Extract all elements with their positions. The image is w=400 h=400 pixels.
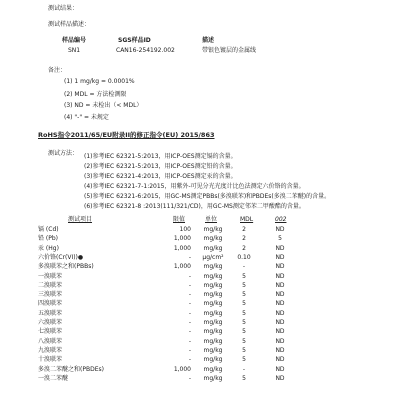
- test-method-item: (2)参考IEC 62321-5:2013，用ICP-OES测定铅的含量。: [84, 163, 237, 170]
- limit-cell: -: [188, 300, 191, 308]
- results-row: [0, 376, 400, 385]
- limit-header: 限值: [173, 216, 186, 223]
- limit-cell: -: [188, 356, 191, 364]
- limit-cell: -: [188, 337, 191, 345]
- sgs-sample-id-value: CAN16-254192.002: [116, 47, 175, 54]
- limit-cell: -: [188, 253, 191, 261]
- test-item-cell: 五溴联苯: [38, 309, 63, 317]
- limit-cell: 100: [179, 226, 191, 233]
- result-002-cell: ND: [275, 281, 285, 289]
- remarks-label: 备注：: [48, 67, 67, 74]
- unit-header: 单位: [205, 216, 218, 223]
- result-002-cell: 5: [278, 235, 282, 243]
- unit-cell: mg/kg: [203, 374, 223, 382]
- test-item-cell: 八溴联苯: [38, 337, 63, 345]
- limit-cell: -: [188, 291, 191, 299]
- result-002-cell: ND: [275, 272, 285, 280]
- unit-cell: mg/kg: [203, 356, 223, 364]
- limit-cell: -: [188, 319, 191, 326]
- result-002-cell: ND: [275, 346, 285, 354]
- mdl-cell: 5: [242, 300, 246, 308]
- test-item-cell: 十溴联苯: [38, 356, 63, 364]
- limit-cell: -: [188, 328, 191, 336]
- limit-cell: -: [188, 281, 191, 289]
- remark-item: (3) ND = 未检出（< MDL）: [64, 102, 143, 109]
- mdl-cell: -: [242, 263, 246, 271]
- result-002-cell: ND: [275, 337, 285, 345]
- mdl-cell: 2: [242, 235, 246, 243]
- result-002-cell: ND: [275, 328, 285, 336]
- results-row: [0, 264, 400, 273]
- mdl-cell: 5: [242, 309, 246, 317]
- test-item-cell: 一溴二苯醚: [38, 374, 69, 382]
- test-item-cell: 二溴联苯: [38, 281, 63, 289]
- mdl-cell: 5: [242, 356, 246, 364]
- mdl-header: MDL: [240, 216, 254, 223]
- unit-cell: mg/kg: [203, 328, 223, 336]
- sgs-sample-id-header: SGS样品ID: [118, 37, 151, 44]
- mdl-cell: 5: [242, 281, 246, 289]
- unit-cell: mg/kg: [203, 244, 223, 252]
- result-002-cell: ND: [275, 365, 285, 373]
- remark-item: (2) MDL = 方法检测限: [64, 91, 127, 98]
- result-002-cell: ND: [275, 374, 285, 382]
- mdl-cell: 5: [242, 291, 246, 299]
- limit-cell: 1,000: [173, 244, 191, 252]
- unit-cell: mg/kg: [203, 272, 223, 280]
- unit-cell: mg/kg: [203, 309, 223, 317]
- sample-id-value: SN1: [68, 47, 81, 54]
- result-002-cell: ND: [275, 253, 285, 261]
- limit-cell: -: [188, 309, 191, 317]
- results-row: [0, 357, 400, 366]
- mdl-cell: 5: [242, 328, 246, 336]
- rohs-directive-title: RoHS指令2011/65/EU附录II的修正指令(EU) 2015/863: [38, 131, 215, 139]
- description-value: 带银色镀层的金属线: [202, 47, 257, 54]
- unit-cell: mg/kg: [203, 291, 223, 299]
- mdl-cell: 5: [242, 272, 246, 280]
- unit-cell: μg/cm²: [202, 253, 224, 261]
- test-item-cell: 铅 (Pb): [38, 235, 59, 243]
- mdl-cell: 5: [242, 337, 246, 345]
- test-item-cell: 四溴联苯: [38, 300, 63, 308]
- result-002-cell: ND: [275, 291, 285, 299]
- remark-item: (4) "-" = 未规定: [64, 114, 109, 121]
- mdl-cell: 5: [242, 374, 246, 382]
- unit-cell: mg/kg: [203, 235, 223, 243]
- limit-cell: 1,000: [173, 365, 191, 373]
- sample-002-header: 002: [275, 216, 287, 223]
- unit-cell: mg/kg: [203, 281, 223, 289]
- results-header-row: [0, 217, 400, 226]
- result-002-cell: ND: [275, 226, 285, 233]
- result-002-cell: ND: [275, 300, 285, 308]
- mdl-cell: 2: [242, 244, 246, 252]
- unit-cell: mg/kg: [203, 300, 223, 308]
- limit-cell: -: [188, 346, 191, 354]
- test-item-cell: 九溴联苯: [38, 346, 63, 354]
- test-item-cell: 七溴联苯: [38, 328, 63, 336]
- test-method-label: 测试方法：: [48, 150, 79, 157]
- test-method-item: (5)参考IEC 62321-6:2015，用GC-MS测定PBBs(多溴联苯)和PBDEs(多溴二苯醚)的含量。: [84, 193, 331, 200]
- remark-item: (1) 1 mg/kg = 0.0001%: [64, 78, 135, 85]
- limit-cell: 1,000: [173, 263, 191, 271]
- unit-cell: mg/kg: [203, 365, 223, 373]
- results-row: [0, 236, 400, 245]
- unit-cell: mg/kg: [203, 337, 223, 345]
- limit-cell: -: [188, 374, 191, 382]
- test-method-item: (1)参考IEC 62321-5:2013，用ICP-OES测定镉的含量。: [84, 153, 237, 160]
- mdl-cell: -: [242, 365, 246, 373]
- test-method-item: (3)参考IEC 62321-4:2013，用ICP-OES测定汞的含量。: [84, 173, 237, 180]
- results-row: [0, 227, 400, 236]
- limit-cell: -: [188, 272, 191, 280]
- result-002-cell: ND: [275, 319, 285, 326]
- sample-description-heading: 测试样品描述：: [48, 21, 91, 28]
- test-item-cell: 六价铬(Cr(VI))●: [38, 253, 84, 261]
- test-item-cell: 镉 (Cd): [38, 226, 59, 233]
- test-item-cell: 多溴二苯醚之和(PBDEs): [38, 365, 104, 373]
- test-method-item: (6)参考IEC 62321-8 :2013(111/321/CD)，用GC-MS测定邻苯二甲酸酯的含量。: [84, 203, 305, 210]
- test-item-cell: 六溴联苯: [38, 319, 63, 326]
- unit-cell: mg/kg: [203, 263, 223, 271]
- result-002-cell: ND: [275, 263, 285, 271]
- unit-cell: mg/kg: [203, 226, 223, 233]
- test-item-cell: 三溴联苯: [38, 291, 63, 299]
- test-item-cell: 汞 (Hg): [38, 244, 59, 252]
- result-002-cell: ND: [275, 244, 285, 252]
- test-method-item: (4)参考IEC 62321-7-1:2015，用紫外-可见分光光度计比色法测定六价铬的含量。: [84, 183, 305, 190]
- limit-cell: 1,000: [173, 235, 191, 243]
- result-002-cell: ND: [275, 309, 285, 317]
- test-result-label: 测试结果：: [48, 5, 79, 12]
- description-header: 描述: [202, 37, 215, 44]
- test-item-cell: 一溴联苯: [38, 272, 63, 280]
- test-item-cell: 多溴联苯之和(PBBs): [38, 263, 94, 271]
- mdl-cell: 5: [242, 319, 246, 326]
- mdl-cell: 0.10: [237, 253, 251, 261]
- mdl-cell: 5: [242, 346, 246, 354]
- sample-id-header: 样品编号: [62, 37, 87, 44]
- unit-cell: mg/kg: [203, 346, 223, 354]
- results-row: [0, 329, 400, 338]
- test-item-header: 测试项目: [68, 216, 93, 223]
- result-002-cell: ND: [275, 356, 285, 364]
- unit-cell: mg/kg: [203, 319, 223, 326]
- mdl-cell: 2: [242, 226, 246, 233]
